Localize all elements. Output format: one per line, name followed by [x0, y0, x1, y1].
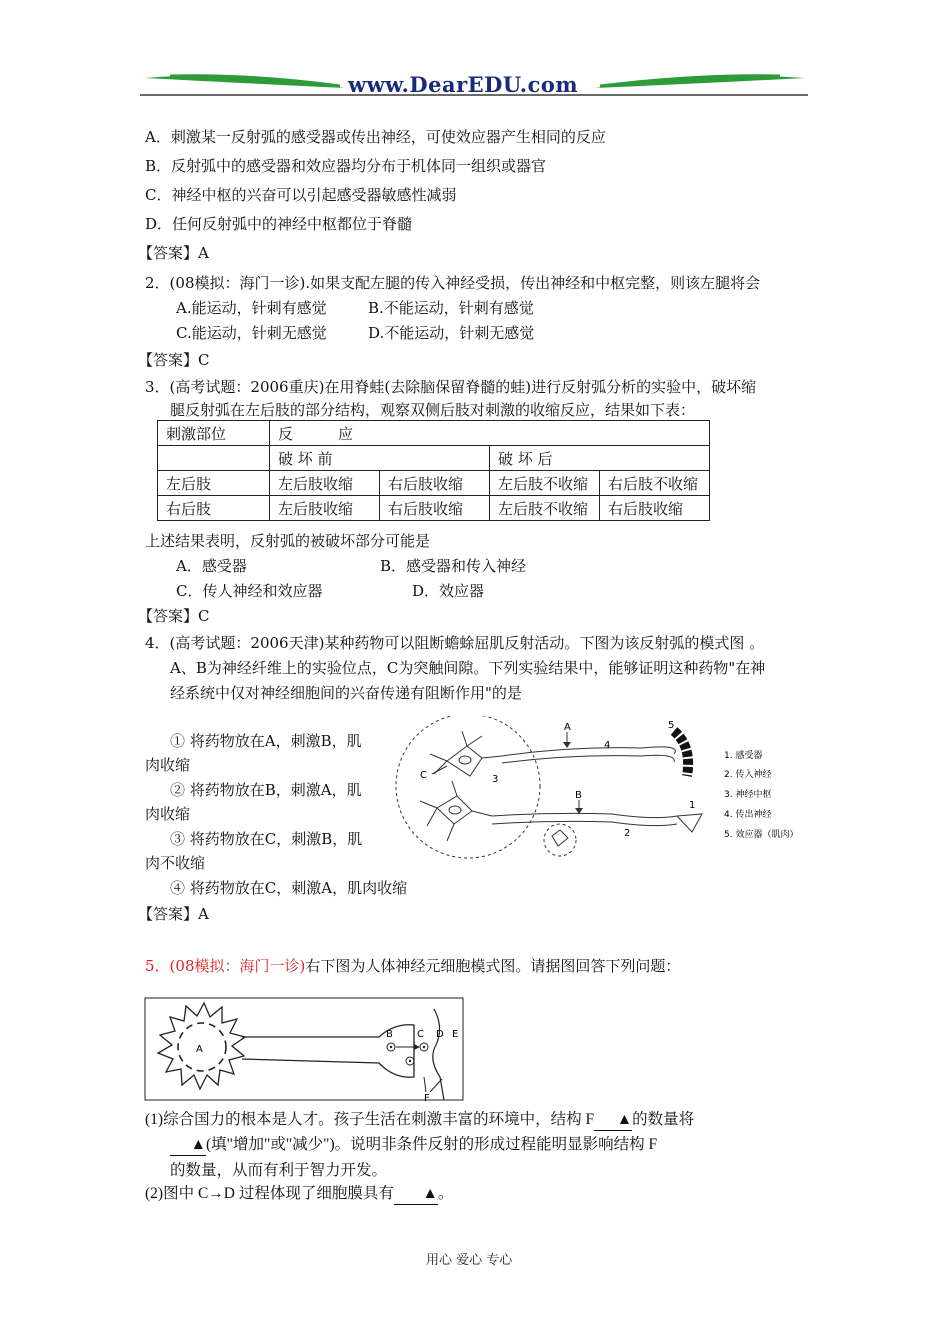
neuron-figure	[144, 997, 466, 1103]
q5-source: 5．(08模拟：海门一诊)	[145, 957, 306, 975]
q2-option-c: C.能运动，针刺无感觉	[176, 324, 327, 342]
answer-blank: ▲	[170, 1135, 206, 1156]
fig5-label-b: B	[386, 1029, 393, 1040]
postsynaptic-membrane	[433, 1009, 444, 1100]
q4-item-1-cont: 肉收缩	[145, 756, 191, 774]
fig5-label-f: F	[424, 1093, 430, 1103]
label-5: 5	[668, 720, 675, 731]
site-name[interactable]: www.DearEDU.com	[348, 72, 579, 97]
table-header-response: 反 应	[270, 421, 710, 446]
label-c: C	[420, 770, 427, 781]
q3-option-a: A．感受器	[176, 557, 247, 575]
afferent-fiber	[492, 813, 677, 817]
q3-stem-2: 腿反射弧在左后肢的部分结构，观察双侧后肢对刺激的收缩反应，结果如下表：	[170, 401, 696, 419]
q4-item-3: ③ 将药物放在C，刺激B，肌	[170, 830, 363, 848]
label-3: 3	[492, 774, 499, 785]
label-2: 2	[624, 828, 631, 839]
neuron-bottom	[420, 781, 492, 841]
fig5-label-d: D	[436, 1029, 444, 1040]
q1-option-d: D．任何反射弧中的神经中枢都位于脊髓	[145, 215, 413, 233]
table-row: 右后肢 左后肢收缩 右后肢收缩 左后肢不收缩 右后肢收缩	[158, 496, 710, 521]
q1-option-b: B．反射弧中的感受器和效应器均分布于机体同一组织或器官	[145, 157, 547, 175]
ganglion-circle	[544, 824, 576, 856]
q4-item-2-cont: 肉收缩	[145, 805, 191, 823]
q1-answer: 【答案】A	[138, 244, 209, 262]
reflex-arc-figure	[392, 716, 822, 866]
q1-option-a: A．刺激某一反射弧的感受器或传出神经，可使效应器产生相同的反应	[145, 128, 606, 146]
fig5-label-a: A	[196, 1044, 203, 1055]
q4-answer: 【答案】A	[138, 905, 209, 923]
q2-stem: 2．(08模拟：海门一诊).如果支配左腿的传入神经受损，传出神经和中枢完整，则该左腿将会	[145, 274, 761, 292]
label-a: A	[564, 722, 571, 733]
legend-1: 1. 感受器	[724, 751, 763, 761]
q5-part1-line3: 的数量，从而有利于智力开发。	[170, 1162, 388, 1179]
q3-answer: 【答案】C	[138, 607, 210, 625]
q2-option-d: D.不能运动，针刺无感觉	[368, 324, 535, 342]
q2-option-a: A.能运动，针刺有感觉	[176, 299, 327, 317]
q5-stem	[145, 956, 680, 976]
receptor	[677, 814, 702, 832]
q4-stem-3: 经系统中仅对神经细胞间的兴奋传递有阻断作用"的是	[170, 684, 522, 702]
q4-item-3-cont: 肉不收缩	[145, 854, 206, 872]
fig5-label-c: C	[417, 1029, 424, 1040]
table-header-after: 破 坏 后	[490, 446, 710, 471]
q5-stem-text: 右下图为人体神经元细胞模式图。请据图回答下列问题：	[305, 957, 681, 975]
q3-conclusion: 上述结果表明，反射弧的被破坏部分可能是	[145, 532, 431, 550]
q4-item-4: ④ 将药物放在C，刺激A，肌肉收缩	[170, 879, 408, 897]
q3-option-d: D．效应器	[412, 582, 485, 600]
q3-option-c: C．传人神经和效应器	[176, 582, 323, 600]
legend-4: 4. 传出神经	[724, 810, 772, 820]
answer-blank: ▲	[394, 1184, 438, 1205]
legend-5: 5. 效应器（肌肉）	[724, 830, 799, 840]
legend-2: 2. 传入神经	[724, 770, 772, 780]
table-header-site: 刺激部位	[158, 421, 270, 446]
legend-3: 3. 神经中枢	[724, 790, 772, 800]
q4-item-1: ① 将药物放在A，刺激B，肌	[170, 732, 362, 750]
label-4: 4	[604, 740, 611, 751]
q3-results-table	[157, 420, 710, 521]
q4-stem-2: A、B为神经纤维上的实验位点，C为突触间隙。下列实验结果中，能够证明这种药物"在神	[170, 659, 766, 677]
table-header-before: 破 坏 前	[270, 446, 490, 471]
q1-option-c: C．神经中枢的兴奋可以引起感受器敏感性减弱	[145, 186, 457, 204]
q5-part2: (2)图中 C→D 过程体现了细胞膜具有 ▲。	[145, 1184, 453, 1205]
q3-option-b: B．感受器和传入神经	[380, 557, 527, 575]
label-b: B	[575, 790, 582, 801]
table-row: 左后肢 左后肢收缩 右后肢收缩 左后肢不收缩 右后肢不收缩	[158, 471, 710, 496]
q5-part1-line2: ▲(填"增加"或"减少")。说明非条件反射的形成过程能明显影响结构 F	[170, 1135, 657, 1156]
efferent-fiber	[502, 747, 675, 756]
page-footer: 用心 爱心 专心	[426, 1253, 513, 1268]
q4-stem-1: 4．(高考试题：2006天津)某种药物可以阻断蟾蜍屈肌反射活动。下图为该反射弧的模式图 。	[145, 634, 765, 652]
q3-stem-1: 3．(高考试题：2006重庆)在用脊蛙(去除脑保留脊髓的蛙)进行反射弧分析的实验中，破坏缩	[145, 378, 757, 396]
q2-option-b: B.不能运动，针刺有感觉	[368, 299, 534, 317]
answer-blank: ▲	[594, 1110, 632, 1131]
q4-item-2: ② 将药物放在B，刺激A，肌	[170, 781, 362, 799]
fig5-label-e: E	[452, 1029, 459, 1040]
label-1: 1	[689, 800, 696, 811]
effector-muscle	[674, 731, 688, 776]
q5-part1-line1: (1)综合国力的根本是人才。孩子生活在刺激丰富的环境中，结构 F ▲的数量将	[145, 1110, 694, 1131]
nerve-center-circle	[396, 716, 540, 858]
q2-answer: 【答案】C	[138, 351, 210, 369]
